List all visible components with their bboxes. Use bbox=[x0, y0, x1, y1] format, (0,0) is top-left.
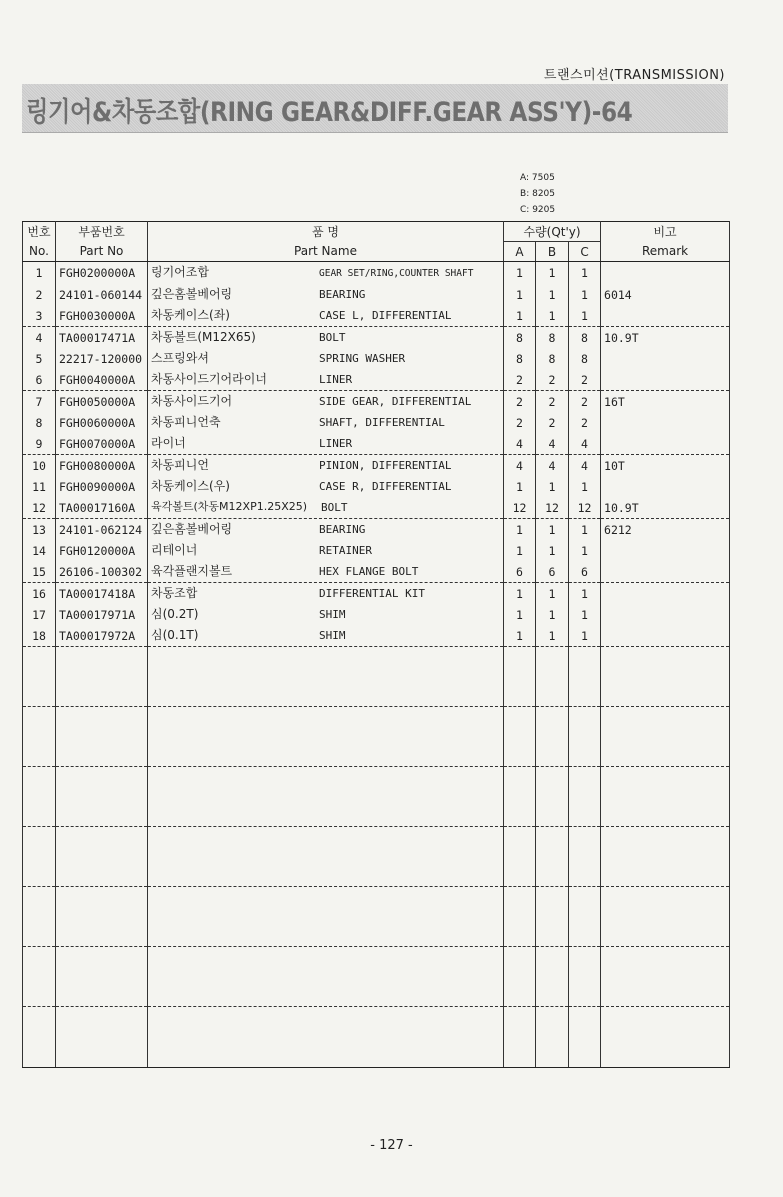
qty-b: 8 bbox=[536, 327, 569, 349]
section-label: 트랜스미션(TRANSMISSION) bbox=[543, 68, 725, 83]
blank-row bbox=[23, 707, 730, 767]
qty-a: 1 bbox=[504, 583, 536, 605]
header-remark-kr: 비고 bbox=[601, 222, 730, 242]
row-number: 3 bbox=[23, 305, 56, 327]
qty-b: 4 bbox=[536, 455, 569, 477]
blank-row bbox=[23, 947, 730, 1007]
qty-b: 2 bbox=[536, 369, 569, 391]
blank-cell bbox=[148, 707, 504, 767]
part-name-en: BEARING bbox=[319, 288, 366, 301]
part-name-kr: 차동조합 bbox=[151, 586, 198, 600]
part-name bbox=[148, 455, 504, 477]
part-name-kr: 링기어조합 bbox=[151, 265, 209, 279]
part-number: FGH0050000A bbox=[56, 391, 148, 413]
remark bbox=[601, 305, 730, 327]
part-number: 24101-062124 bbox=[56, 519, 148, 541]
part-name-kr: 차동케이스(좌) bbox=[151, 308, 230, 322]
blank-cell bbox=[601, 767, 730, 827]
table-row bbox=[23, 262, 730, 285]
table-row bbox=[23, 348, 730, 369]
qty-c: 1 bbox=[569, 540, 601, 561]
row-number: 10 bbox=[23, 455, 56, 477]
remark bbox=[601, 476, 730, 497]
qty-b: 2 bbox=[536, 391, 569, 413]
qty-a: 1 bbox=[504, 625, 536, 647]
part-name-kr: 깊은홈볼베어링 bbox=[151, 522, 233, 536]
remark bbox=[601, 583, 730, 605]
part-name bbox=[148, 262, 504, 285]
part-name bbox=[148, 604, 504, 625]
header-no-en: No. bbox=[23, 242, 56, 262]
part-name-kr: 심(0.1T) bbox=[151, 628, 199, 642]
blank-cell bbox=[569, 887, 601, 947]
part-name-kr: 차동사이드기어 bbox=[151, 394, 233, 408]
blank-row bbox=[23, 647, 730, 707]
qty-a: 1 bbox=[504, 476, 536, 497]
qty-c: 2 bbox=[569, 391, 601, 413]
blank-cell bbox=[569, 827, 601, 887]
part-number: TA00017471A bbox=[56, 327, 148, 349]
remark bbox=[601, 433, 730, 455]
part-name-en: PINION, DIFFERENTIAL bbox=[319, 459, 452, 472]
blank-cell bbox=[504, 1007, 536, 1068]
blank-row bbox=[23, 887, 730, 947]
table-row bbox=[23, 412, 730, 433]
part-name-kr: 스프링와셔 bbox=[151, 351, 209, 365]
blank-cell bbox=[504, 647, 536, 707]
qty-b: 12 bbox=[536, 497, 569, 519]
part-name-en: LINER bbox=[319, 373, 353, 386]
row-number: 11 bbox=[23, 476, 56, 497]
part-name bbox=[148, 497, 504, 519]
qty-b: 8 bbox=[536, 348, 569, 369]
qty-a: 1 bbox=[504, 284, 536, 305]
table-row bbox=[23, 284, 730, 305]
table-row bbox=[23, 305, 730, 327]
blank-cell bbox=[601, 947, 730, 1007]
table-row bbox=[23, 561, 730, 583]
blank-cell bbox=[536, 887, 569, 947]
remark: 16T bbox=[601, 391, 730, 413]
blank-cell bbox=[56, 767, 148, 827]
blank-cell bbox=[148, 1007, 504, 1068]
part-name-en: DIFFERENTIAL KIT bbox=[319, 587, 425, 600]
blank-cell bbox=[56, 1007, 148, 1068]
blank-cell bbox=[504, 887, 536, 947]
qty-c: 1 bbox=[569, 604, 601, 625]
part-name bbox=[148, 540, 504, 561]
blank-cell bbox=[569, 707, 601, 767]
qty-c: 2 bbox=[569, 412, 601, 433]
qty-b: 1 bbox=[536, 476, 569, 497]
part-name bbox=[148, 625, 504, 647]
remark bbox=[601, 348, 730, 369]
blank-cell bbox=[569, 1007, 601, 1068]
header-part-no-en: Part No bbox=[56, 242, 148, 262]
part-name-en: SHIM bbox=[319, 608, 346, 621]
qty-b: 1 bbox=[536, 583, 569, 605]
qty-c: 1 bbox=[569, 583, 601, 605]
qty-a: 8 bbox=[504, 348, 536, 369]
part-name-kr: 차동케이스(우) bbox=[151, 479, 230, 493]
qty-c: 1 bbox=[569, 284, 601, 305]
qty-c: 1 bbox=[569, 476, 601, 497]
remark bbox=[601, 262, 730, 285]
qty-c: 12 bbox=[569, 497, 601, 519]
part-name-kr: 깊은홈볼베어링 bbox=[151, 287, 233, 301]
qty-a: 4 bbox=[504, 455, 536, 477]
part-name bbox=[148, 305, 504, 327]
table-row bbox=[23, 476, 730, 497]
qty-b: 1 bbox=[536, 625, 569, 647]
blank-cell bbox=[56, 887, 148, 947]
part-name bbox=[148, 348, 504, 369]
qty-c: 1 bbox=[569, 305, 601, 327]
parts-table-body bbox=[23, 262, 730, 1068]
qty-b: 1 bbox=[536, 540, 569, 561]
blank-cell bbox=[504, 947, 536, 1007]
part-name-kr: 육각볼트(차동M12XP1.25X25) bbox=[151, 500, 308, 513]
part-name bbox=[148, 412, 504, 433]
qty-c: 6 bbox=[569, 561, 601, 583]
part-name bbox=[148, 433, 504, 455]
part-name bbox=[148, 327, 504, 349]
qty-b: 1 bbox=[536, 519, 569, 541]
page-number: - 127 - bbox=[370, 1138, 413, 1153]
qty-c: 4 bbox=[569, 455, 601, 477]
part-name bbox=[148, 476, 504, 497]
row-number: 8 bbox=[23, 412, 56, 433]
qty-a: 1 bbox=[504, 540, 536, 561]
part-name-en: SIDE GEAR, DIFFERENTIAL bbox=[319, 395, 472, 408]
row-number: 14 bbox=[23, 540, 56, 561]
part-number: FGH0090000A bbox=[56, 476, 148, 497]
header-qty: 수량(Qt'y) bbox=[504, 222, 601, 242]
remark: 6014 bbox=[601, 284, 730, 305]
part-name bbox=[148, 284, 504, 305]
table-row bbox=[23, 583, 730, 605]
qty-a: 1 bbox=[504, 305, 536, 327]
parts-table bbox=[22, 221, 730, 1068]
blank-cell bbox=[536, 947, 569, 1007]
qty-b: 1 bbox=[536, 604, 569, 625]
part-name-kr: 차동피니언 bbox=[151, 458, 209, 472]
table-row bbox=[23, 369, 730, 391]
row-number: 9 bbox=[23, 433, 56, 455]
qty-a: 2 bbox=[504, 369, 536, 391]
part-name-en: LINER bbox=[319, 437, 353, 450]
blank-cell bbox=[23, 1007, 56, 1068]
part-name-en: RETAINER bbox=[319, 544, 372, 557]
remark bbox=[601, 625, 730, 647]
header-part-name-kr: 품 명 bbox=[148, 222, 504, 242]
title-band bbox=[22, 84, 728, 133]
header-part-no-kr: 부품번호 bbox=[56, 222, 148, 242]
header-part-name-en: Part Name bbox=[148, 242, 504, 262]
table-row bbox=[23, 540, 730, 561]
qty-a: 12 bbox=[504, 497, 536, 519]
blank-row bbox=[23, 827, 730, 887]
remark: 6212 bbox=[601, 519, 730, 541]
blank-cell bbox=[148, 887, 504, 947]
part-number: TA00017160A bbox=[56, 497, 148, 519]
qty-a: 6 bbox=[504, 561, 536, 583]
model-legend-a: A: 7505 bbox=[520, 173, 555, 183]
blank-cell bbox=[56, 707, 148, 767]
qty-a: 8 bbox=[504, 327, 536, 349]
blank-cell bbox=[569, 647, 601, 707]
blank-cell bbox=[148, 647, 504, 707]
blank-cell bbox=[56, 947, 148, 1007]
row-number: 16 bbox=[23, 583, 56, 605]
blank-cell bbox=[148, 767, 504, 827]
qty-b: 1 bbox=[536, 284, 569, 305]
part-number: FGH0060000A bbox=[56, 412, 148, 433]
part-name-en: SHIM bbox=[319, 629, 346, 642]
qty-c: 8 bbox=[569, 348, 601, 369]
row-number: 4 bbox=[23, 327, 56, 349]
remark: 10T bbox=[601, 455, 730, 477]
row-number: 1 bbox=[23, 262, 56, 285]
part-number: FGH0120000A bbox=[56, 540, 148, 561]
blank-cell bbox=[536, 647, 569, 707]
part-name-en: BEARING bbox=[319, 523, 366, 536]
part-number: 26106-100302 bbox=[56, 561, 148, 583]
qty-a: 1 bbox=[504, 519, 536, 541]
part-name bbox=[148, 519, 504, 541]
blank-cell bbox=[148, 947, 504, 1007]
qty-c: 2 bbox=[569, 369, 601, 391]
part-name-kr: 심(0.2T) bbox=[151, 607, 199, 621]
row-number: 12 bbox=[23, 497, 56, 519]
part-number: TA00017972A bbox=[56, 625, 148, 647]
row-number: 13 bbox=[23, 519, 56, 541]
qty-c: 4 bbox=[569, 433, 601, 455]
part-name-en: BOLT bbox=[319, 331, 346, 344]
qty-b: 2 bbox=[536, 412, 569, 433]
remark bbox=[601, 412, 730, 433]
header-qty-c: C bbox=[569, 242, 601, 262]
part-name-en: BOLT bbox=[321, 501, 348, 514]
part-name-en: SPRING WASHER bbox=[319, 352, 406, 365]
row-number: 15 bbox=[23, 561, 56, 583]
qty-a: 2 bbox=[504, 412, 536, 433]
part-number: 22217-120000 bbox=[56, 348, 148, 369]
blank-cell bbox=[56, 827, 148, 887]
part-name-kr: 라이너 bbox=[151, 436, 186, 450]
remark bbox=[601, 540, 730, 561]
row-number: 2 bbox=[23, 284, 56, 305]
part-name bbox=[148, 561, 504, 583]
header-remark-en: Remark bbox=[601, 242, 730, 262]
qty-a: 1 bbox=[504, 604, 536, 625]
qty-b: 1 bbox=[536, 262, 569, 285]
row-number: 5 bbox=[23, 348, 56, 369]
part-name-kr: 육각플랜지볼트 bbox=[151, 564, 233, 578]
blank-cell bbox=[601, 887, 730, 947]
blank-cell bbox=[601, 1007, 730, 1068]
part-name-en: HEX FLANGE BOLT bbox=[319, 565, 419, 578]
blank-cell bbox=[536, 767, 569, 827]
part-number: 24101-060144 bbox=[56, 284, 148, 305]
qty-b: 4 bbox=[536, 433, 569, 455]
model-legend bbox=[520, 170, 555, 218]
row-number: 18 bbox=[23, 625, 56, 647]
part-name-en: CASE L, DIFFERENTIAL bbox=[319, 309, 452, 322]
qty-a: 1 bbox=[504, 262, 536, 285]
blank-cell bbox=[504, 767, 536, 827]
part-number: FGH0200000A bbox=[56, 262, 148, 285]
page-title: 링기어&차동조합(RING GEAR&DIFF.GEAR ASS'Y)-64 bbox=[26, 97, 633, 128]
qty-c: 1 bbox=[569, 262, 601, 285]
part-number: FGH0080000A bbox=[56, 455, 148, 477]
blank-cell bbox=[23, 947, 56, 1007]
blank-cell bbox=[601, 827, 730, 887]
blank-cell bbox=[23, 707, 56, 767]
blank-cell bbox=[536, 827, 569, 887]
blank-cell bbox=[23, 827, 56, 887]
table-row bbox=[23, 604, 730, 625]
blank-cell bbox=[23, 647, 56, 707]
row-number: 7 bbox=[23, 391, 56, 413]
remark bbox=[601, 561, 730, 583]
model-legend-c: C: 9205 bbox=[520, 205, 556, 215]
blank-cell bbox=[601, 647, 730, 707]
blank-row bbox=[23, 1007, 730, 1068]
blank-cell bbox=[504, 827, 536, 887]
part-name-kr: 차동볼트(M12X65) bbox=[151, 330, 256, 344]
blank-cell bbox=[569, 767, 601, 827]
blank-cell bbox=[569, 947, 601, 1007]
remark bbox=[601, 369, 730, 391]
part-name-en: CASE R, DIFFERENTIAL bbox=[319, 480, 452, 493]
qty-b: 6 bbox=[536, 561, 569, 583]
part-number: TA00017418A bbox=[56, 583, 148, 605]
blank-cell bbox=[23, 767, 56, 827]
table-row bbox=[23, 327, 730, 349]
blank-cell bbox=[148, 827, 504, 887]
remark: 10.9T bbox=[601, 327, 730, 349]
qty-a: 4 bbox=[504, 433, 536, 455]
part-number: TA00017971A bbox=[56, 604, 148, 625]
qty-c: 8 bbox=[569, 327, 601, 349]
part-name-kr: 리테이너 bbox=[151, 543, 198, 557]
row-number: 17 bbox=[23, 604, 56, 625]
part-number: FGH0030000A bbox=[56, 305, 148, 327]
table-row bbox=[23, 519, 730, 541]
remark: 10.9T bbox=[601, 497, 730, 519]
table-row bbox=[23, 455, 730, 477]
blank-row bbox=[23, 767, 730, 827]
header-qty-b: B bbox=[536, 242, 569, 262]
part-number: FGH0040000A bbox=[56, 369, 148, 391]
qty-b: 1 bbox=[536, 305, 569, 327]
part-name bbox=[148, 391, 504, 413]
part-name bbox=[148, 369, 504, 391]
part-number: FGH0070000A bbox=[56, 433, 148, 455]
part-name-kr: 차동피니언축 bbox=[151, 415, 221, 429]
blank-cell bbox=[536, 707, 569, 767]
qty-a: 2 bbox=[504, 391, 536, 413]
part-name bbox=[148, 583, 504, 605]
table-row bbox=[23, 433, 730, 455]
blank-cell bbox=[536, 1007, 569, 1068]
table-row bbox=[23, 391, 730, 413]
header-qty-a: A bbox=[504, 242, 536, 262]
blank-cell bbox=[504, 707, 536, 767]
row-number: 6 bbox=[23, 369, 56, 391]
header-no-kr: 번호 bbox=[23, 222, 56, 242]
model-legend-b: B: 8205 bbox=[520, 189, 555, 199]
remark bbox=[601, 604, 730, 625]
blank-cell bbox=[601, 707, 730, 767]
table-row bbox=[23, 625, 730, 647]
blank-cell bbox=[23, 887, 56, 947]
part-name-kr: 차동사이드기어라이너 bbox=[151, 372, 267, 386]
qty-c: 1 bbox=[569, 519, 601, 541]
qty-c: 1 bbox=[569, 625, 601, 647]
blank-cell bbox=[56, 647, 148, 707]
table-row bbox=[23, 497, 730, 519]
part-name-en: SHAFT, DIFFERENTIAL bbox=[319, 416, 445, 429]
part-name-en: GEAR SET/RING,COUNTER SHAFT bbox=[319, 268, 474, 279]
